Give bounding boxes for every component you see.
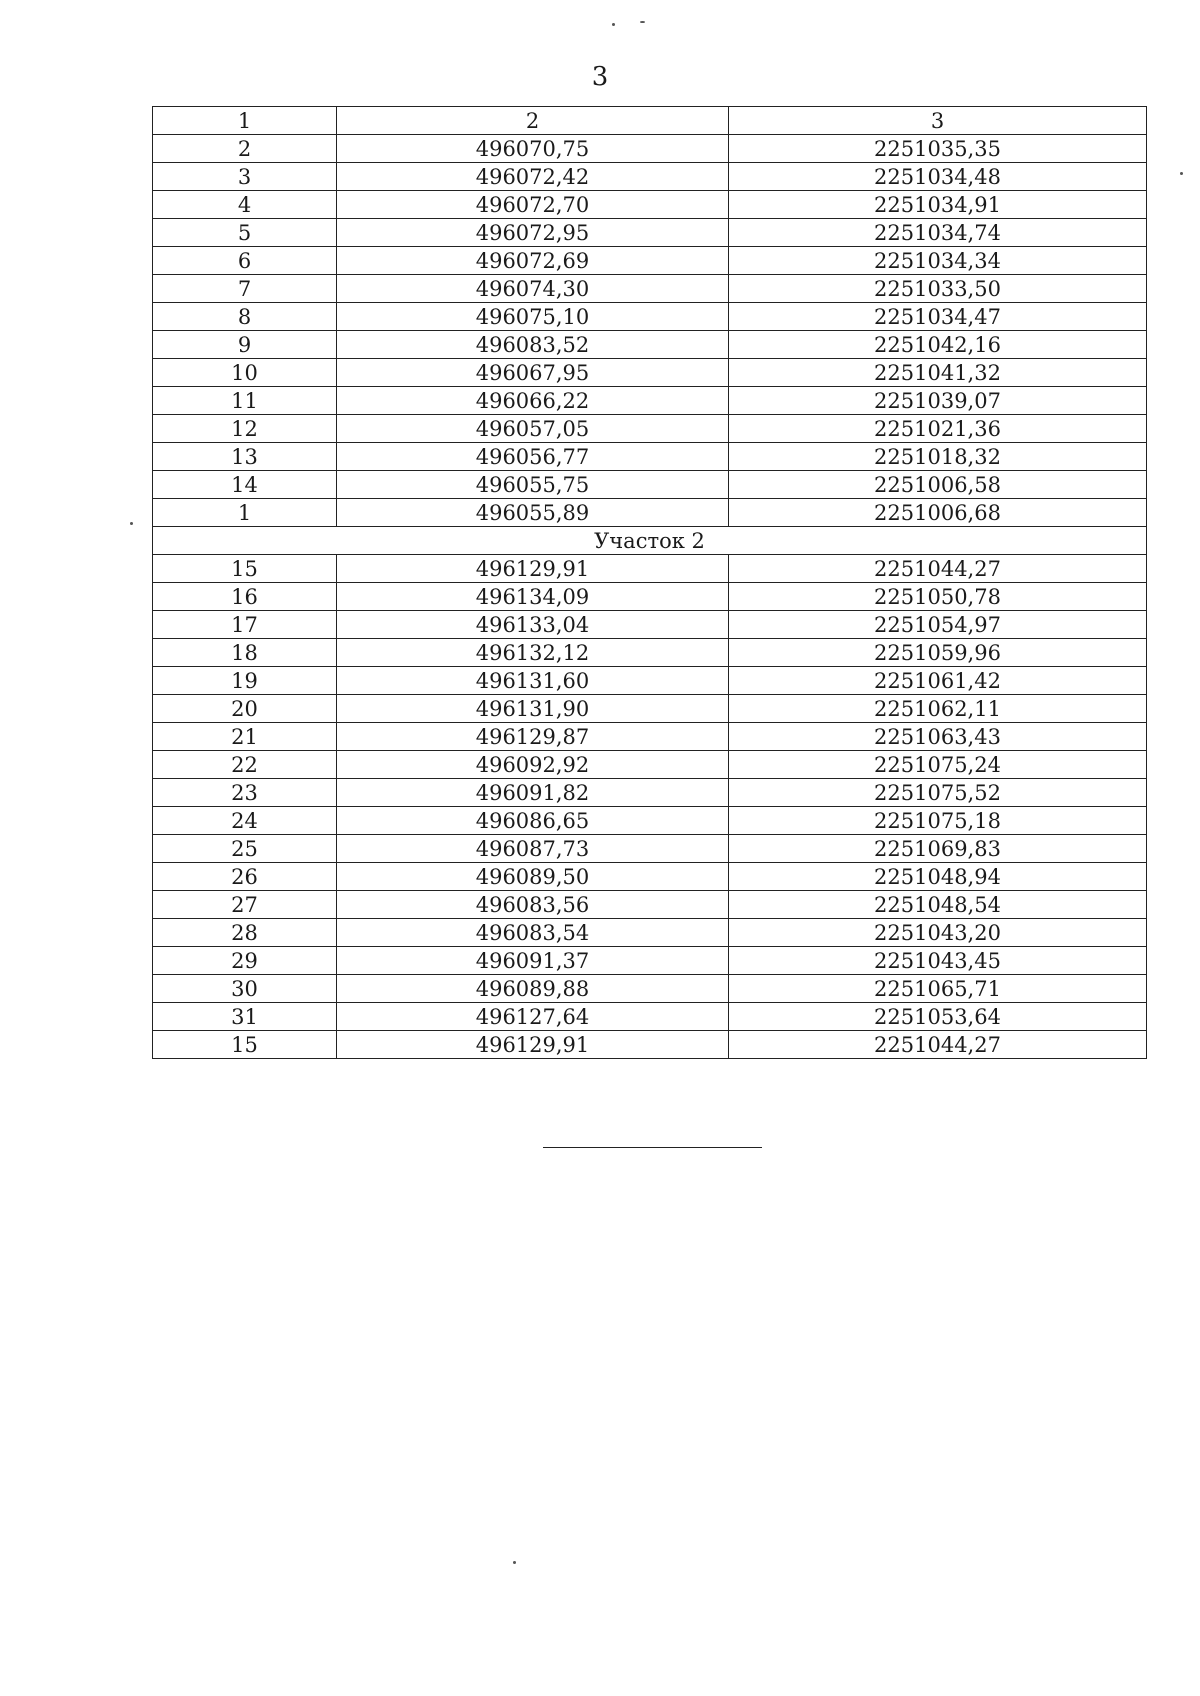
point-number-cell: 20 bbox=[153, 695, 337, 723]
y-coordinate-cell: 2251033,50 bbox=[729, 275, 1147, 303]
x-coordinate-cell: 496067,95 bbox=[337, 359, 729, 387]
table-row bbox=[153, 947, 1147, 975]
y-coordinate-cell: 2251043,45 bbox=[729, 947, 1147, 975]
point-number-cell: 8 bbox=[153, 303, 337, 331]
table-row bbox=[153, 583, 1147, 611]
table-header-row bbox=[153, 107, 1147, 135]
table-row bbox=[153, 163, 1147, 191]
end-rule bbox=[543, 1147, 762, 1148]
x-coordinate-cell: 496056,77 bbox=[337, 443, 729, 471]
point-number-cell: 6 bbox=[153, 247, 337, 275]
point-number-cell: 26 bbox=[153, 863, 337, 891]
y-coordinate-cell: 2251053,64 bbox=[729, 1003, 1147, 1031]
point-number-cell: 31 bbox=[153, 1003, 337, 1031]
column-header-number: 1 bbox=[153, 107, 337, 135]
y-coordinate-cell: 2251059,96 bbox=[729, 639, 1147, 667]
y-coordinate-cell: 2251018,32 bbox=[729, 443, 1147, 471]
y-coordinate-cell: 2251065,71 bbox=[729, 975, 1147, 1003]
table-row bbox=[153, 695, 1147, 723]
point-number-cell: 13 bbox=[153, 443, 337, 471]
y-coordinate-cell: 2251044,27 bbox=[729, 1031, 1147, 1059]
y-coordinate-cell: 2251054,97 bbox=[729, 611, 1147, 639]
scan-speck bbox=[1180, 172, 1183, 175]
x-coordinate-cell: 496083,54 bbox=[337, 919, 729, 947]
table-row bbox=[153, 835, 1147, 863]
point-number-cell: 21 bbox=[153, 723, 337, 751]
y-coordinate-cell: 2251006,58 bbox=[729, 471, 1147, 499]
table-row bbox=[153, 807, 1147, 835]
section-title: Участок 2 bbox=[153, 527, 1147, 555]
y-coordinate-cell: 2251035,35 bbox=[729, 135, 1147, 163]
y-coordinate-cell: 2251039,07 bbox=[729, 387, 1147, 415]
x-coordinate-cell: 496072,42 bbox=[337, 163, 729, 191]
point-number-cell: 17 bbox=[153, 611, 337, 639]
table-row bbox=[153, 667, 1147, 695]
y-coordinate-cell: 2251034,48 bbox=[729, 163, 1147, 191]
table-row bbox=[153, 471, 1147, 499]
coordinates-table bbox=[152, 106, 1147, 1059]
y-coordinate-cell: 2251075,18 bbox=[729, 807, 1147, 835]
x-coordinate-cell: 496132,12 bbox=[337, 639, 729, 667]
point-number-cell: 10 bbox=[153, 359, 337, 387]
point-number-cell: 15 bbox=[153, 555, 337, 583]
x-coordinate-cell: 496134,09 bbox=[337, 583, 729, 611]
section-title-row bbox=[153, 527, 1147, 555]
table-row bbox=[153, 415, 1147, 443]
point-number-cell: 30 bbox=[153, 975, 337, 1003]
table-row bbox=[153, 1003, 1147, 1031]
y-coordinate-cell: 2251034,47 bbox=[729, 303, 1147, 331]
x-coordinate-cell: 496131,90 bbox=[337, 695, 729, 723]
table-row bbox=[153, 331, 1147, 359]
table-row bbox=[153, 863, 1147, 891]
x-coordinate-cell: 496055,89 bbox=[337, 499, 729, 527]
point-number-cell: 22 bbox=[153, 751, 337, 779]
point-number-cell: 16 bbox=[153, 583, 337, 611]
table-row bbox=[153, 191, 1147, 219]
table-row bbox=[153, 303, 1147, 331]
table-body bbox=[153, 107, 1147, 1059]
x-coordinate-cell: 496072,69 bbox=[337, 247, 729, 275]
y-coordinate-cell: 2251006,68 bbox=[729, 499, 1147, 527]
table-row bbox=[153, 135, 1147, 163]
table-row bbox=[153, 443, 1147, 471]
y-coordinate-cell: 2251042,16 bbox=[729, 331, 1147, 359]
x-coordinate-cell: 496072,70 bbox=[337, 191, 729, 219]
y-coordinate-cell: 2251075,52 bbox=[729, 779, 1147, 807]
x-coordinate-cell: 496089,88 bbox=[337, 975, 729, 1003]
x-coordinate-cell: 496066,22 bbox=[337, 387, 729, 415]
point-number-cell: 15 bbox=[153, 1031, 337, 1059]
table-row bbox=[153, 219, 1147, 247]
table-row bbox=[153, 975, 1147, 1003]
page-number: 3 bbox=[591, 62, 609, 92]
table-row bbox=[153, 555, 1147, 583]
x-coordinate-cell: 496092,92 bbox=[337, 751, 729, 779]
point-number-cell: 27 bbox=[153, 891, 337, 919]
point-number-cell: 7 bbox=[153, 275, 337, 303]
x-coordinate-cell: 496075,10 bbox=[337, 303, 729, 331]
table-row bbox=[153, 639, 1147, 667]
point-number-cell: 11 bbox=[153, 387, 337, 415]
table-row bbox=[153, 275, 1147, 303]
x-coordinate-cell: 496055,75 bbox=[337, 471, 729, 499]
table-row bbox=[153, 891, 1147, 919]
point-number-cell: 23 bbox=[153, 779, 337, 807]
y-coordinate-cell: 2251034,91 bbox=[729, 191, 1147, 219]
x-coordinate-cell: 496129,91 bbox=[337, 1031, 729, 1059]
point-number-cell: 12 bbox=[153, 415, 337, 443]
table-row bbox=[153, 779, 1147, 807]
x-coordinate-cell: 496057,05 bbox=[337, 415, 729, 443]
y-coordinate-cell: 2251048,94 bbox=[729, 863, 1147, 891]
x-coordinate-cell: 496091,37 bbox=[337, 947, 729, 975]
x-coordinate-cell: 496089,50 bbox=[337, 863, 729, 891]
x-coordinate-cell: 496087,73 bbox=[337, 835, 729, 863]
point-number-cell: 25 bbox=[153, 835, 337, 863]
y-coordinate-cell: 2251043,20 bbox=[729, 919, 1147, 947]
y-coordinate-cell: 2251041,32 bbox=[729, 359, 1147, 387]
point-number-cell: 29 bbox=[153, 947, 337, 975]
x-coordinate-cell: 496127,64 bbox=[337, 1003, 729, 1031]
point-number-cell: 1 bbox=[153, 499, 337, 527]
table-row bbox=[153, 611, 1147, 639]
point-number-cell: 3 bbox=[153, 163, 337, 191]
y-coordinate-cell: 2251075,24 bbox=[729, 751, 1147, 779]
table-row bbox=[153, 723, 1147, 751]
table-row bbox=[153, 1031, 1147, 1059]
scan-speck bbox=[640, 21, 645, 23]
x-coordinate-cell: 496131,60 bbox=[337, 667, 729, 695]
y-coordinate-cell: 2251044,27 bbox=[729, 555, 1147, 583]
x-coordinate-cell: 496133,04 bbox=[337, 611, 729, 639]
point-number-cell: 28 bbox=[153, 919, 337, 947]
x-coordinate-cell: 496072,95 bbox=[337, 219, 729, 247]
column-header-x: 2 bbox=[337, 107, 729, 135]
x-coordinate-cell: 496083,52 bbox=[337, 331, 729, 359]
table-row bbox=[153, 359, 1147, 387]
point-number-cell: 2 bbox=[153, 135, 337, 163]
y-coordinate-cell: 2251062,11 bbox=[729, 695, 1147, 723]
x-coordinate-cell: 496129,91 bbox=[337, 555, 729, 583]
scan-speck bbox=[130, 522, 133, 525]
scan-speck bbox=[612, 23, 615, 26]
column-header-y: 3 bbox=[729, 107, 1147, 135]
x-coordinate-cell: 496074,30 bbox=[337, 275, 729, 303]
y-coordinate-cell: 2251048,54 bbox=[729, 891, 1147, 919]
y-coordinate-cell: 2251034,34 bbox=[729, 247, 1147, 275]
table-row bbox=[153, 247, 1147, 275]
y-coordinate-cell: 2251061,42 bbox=[729, 667, 1147, 695]
y-coordinate-cell: 2251050,78 bbox=[729, 583, 1147, 611]
y-coordinate-cell: 2251034,74 bbox=[729, 219, 1147, 247]
point-number-cell: 14 bbox=[153, 471, 337, 499]
point-number-cell: 19 bbox=[153, 667, 337, 695]
point-number-cell: 5 bbox=[153, 219, 337, 247]
scan-speck bbox=[513, 1561, 516, 1564]
y-coordinate-cell: 2251021,36 bbox=[729, 415, 1147, 443]
table-row bbox=[153, 499, 1147, 527]
table-row bbox=[153, 751, 1147, 779]
point-number-cell: 24 bbox=[153, 807, 337, 835]
x-coordinate-cell: 496070,75 bbox=[337, 135, 729, 163]
point-number-cell: 18 bbox=[153, 639, 337, 667]
y-coordinate-cell: 2251063,43 bbox=[729, 723, 1147, 751]
table-row bbox=[153, 387, 1147, 415]
point-number-cell: 4 bbox=[153, 191, 337, 219]
point-number-cell: 9 bbox=[153, 331, 337, 359]
x-coordinate-cell: 496086,65 bbox=[337, 807, 729, 835]
x-coordinate-cell: 496091,82 bbox=[337, 779, 729, 807]
x-coordinate-cell: 496083,56 bbox=[337, 891, 729, 919]
y-coordinate-cell: 2251069,83 bbox=[729, 835, 1147, 863]
table-row bbox=[153, 919, 1147, 947]
x-coordinate-cell: 496129,87 bbox=[337, 723, 729, 751]
